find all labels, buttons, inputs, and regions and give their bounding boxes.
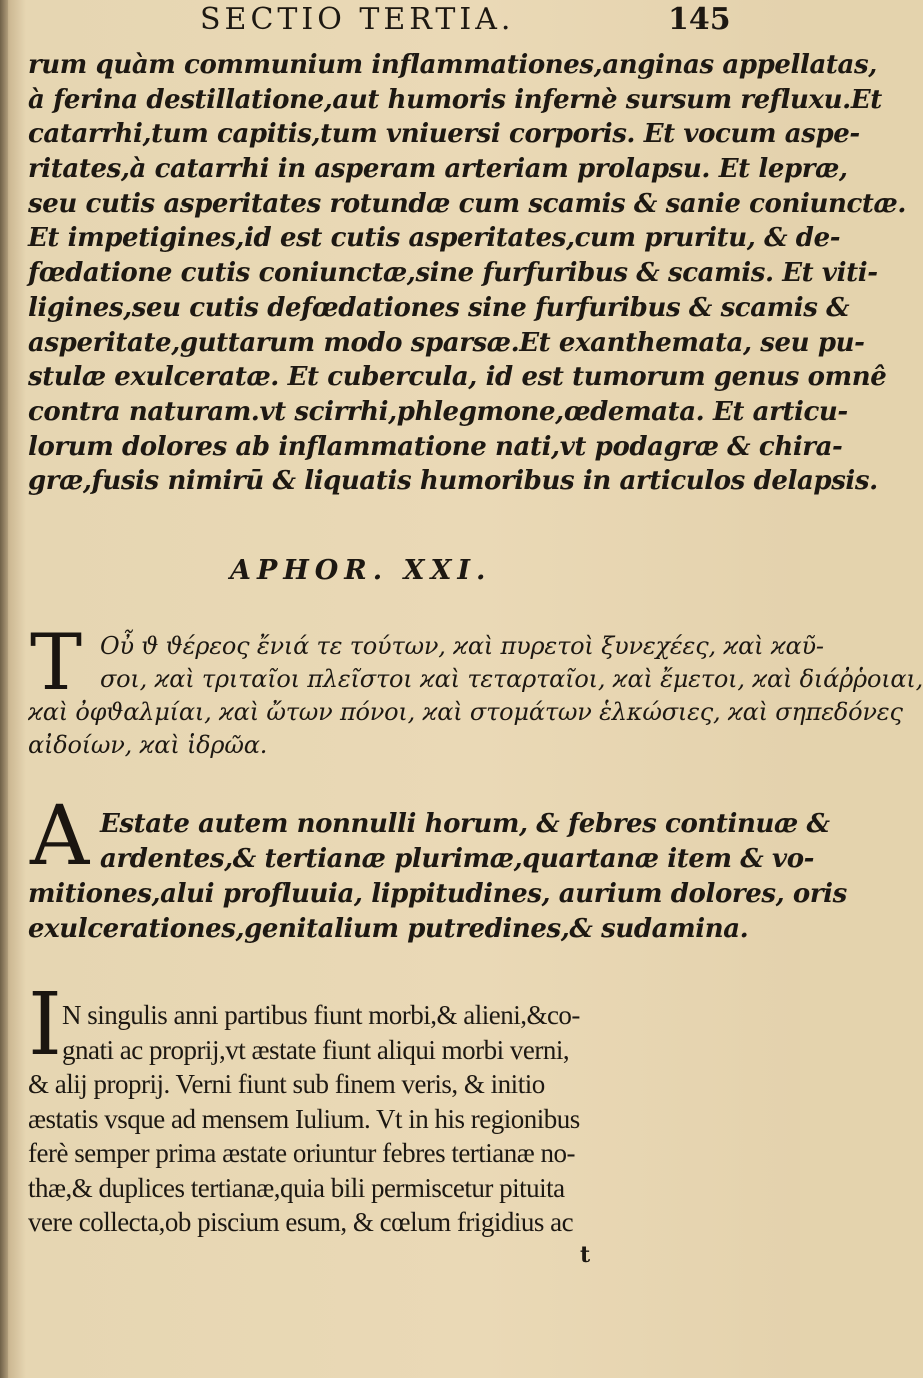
text-line: stulæ exulceratæ. Et cubercula, id est tumorum genus omnê [28, 362, 887, 393]
paragraph-continuation [28, 48, 906, 499]
latin-dropcap: A [30, 789, 90, 884]
running-head: SECTIO TERTIA. [200, 2, 515, 37]
latin-translation [100, 807, 830, 876]
text-line: Estate autem nonnulli horum, & febres continuæ & [100, 809, 830, 839]
text-line: ferè semper prima æstate oriuntur febres tertianæ no- [28, 1138, 576, 1169]
commentary-dropcap: I [28, 975, 62, 1075]
latin-translation-continued [28, 877, 847, 946]
text-line: exulcerationes,genitalium putredines,& sudamina. [28, 913, 749, 944]
text-line: æstatis vsque ad mensem Iulium. Vt in his regionibus [28, 1103, 580, 1134]
text-line: ardentes,& tertianæ plurimæ,quartanæ item & vo- [100, 843, 815, 874]
aphorism-heading: APHOR. XXI. [230, 555, 492, 586]
text-line: & alij proprij. Verni fiunt sub finem veris, & initio [28, 1069, 545, 1099]
page-header [200, 2, 800, 42]
binding-shadow [0, 0, 8, 1378]
text-line: gnati ac proprij,vt æstate fiunt aliqui morbi verni, [62, 1034, 570, 1065]
text-line: rum quàm communium inflammationes,anginas appellatas, [28, 50, 877, 80]
text-line: thæ,& duplices tertianæ,quia bili permiscetur pituita [28, 1172, 565, 1203]
text-line: mitiones,alui profluuia, lippitudines, aurium dolores, oris [28, 879, 847, 909]
greek-dropcap: T [30, 618, 83, 708]
text-line: à ferina destillatione,aut humoris infernè sursum refluxu.Et [28, 84, 882, 115]
text-line: catarrhi,tum capitis,tum vniuersi corporis. Et vocum aspe- [28, 119, 860, 150]
greek-line: ϰαὶ ὀφϑαλμίαι, ϰαὶ ὤτων πόνοι, ϰαὶ στομάτων ἑλκώσιες, ϰαὶ σηπεδόνες [28, 698, 903, 726]
text-line: asperitate,guttarum modo sparsæ.Et exanthemata, seu pu- [28, 327, 865, 358]
greek-aphorism-continued [28, 696, 903, 762]
commentary-continued [28, 1067, 788, 1240]
text-line: ligines,seu cutis defœdationes sine furfuribus & scamis & [28, 292, 850, 323]
text-line: fœdatione cutis coniunctæ,sine furfuribus & scamis. Et viti- [28, 258, 878, 289]
greek-line: σοι, ϰαὶ τριταῖοι πλεῖστοι ϰαὶ τεταρταῖοι, ϰαὶ ἔμετοι, ϰαὶ διάῤῥοιαι, [100, 665, 923, 693]
commentary [62, 998, 782, 1067]
text-line: ritates,à catarrhi in asperam arteriam prolapsu. Et lepræ, [28, 154, 848, 185]
text-line: Et impetigines,id est cutis asperitates,cum pruritu, & de- [28, 223, 841, 254]
greek-line: αἰδοίων, ϰαὶ ἱδρῶα. [28, 731, 268, 759]
text-line: vere collecta,ob piscium esum, & cœlum frigidius ac [28, 1207, 574, 1238]
catchword: t [580, 1242, 591, 1268]
text-line: N singulis anni partibus fiunt morbi,& alieni,&co- [62, 1000, 580, 1030]
greek-aphorism [100, 630, 923, 696]
text-line: seu cutis asperitates rotundæ cum scamis & sanie coniunctæ. [28, 188, 906, 219]
text-line: lorum dolores ab inflammatione nati,vt podagræ & chira- [28, 431, 843, 462]
text-line: contra naturam.vt scirrhi,phlegmone,œdemata. Et articu- [28, 396, 848, 427]
text-line: græ,fusis nimirū & liquatis humoribus in articulos delapsis. [28, 466, 878, 497]
greek-line: Οὖ ϑ ϑέρεος ἔνιά τε τούτων, ϰαὶ πυρετοὶ ξυνεχέες, ϰαὶ ϰαῦ- [100, 632, 824, 660]
page-number: 145 [668, 2, 731, 37]
